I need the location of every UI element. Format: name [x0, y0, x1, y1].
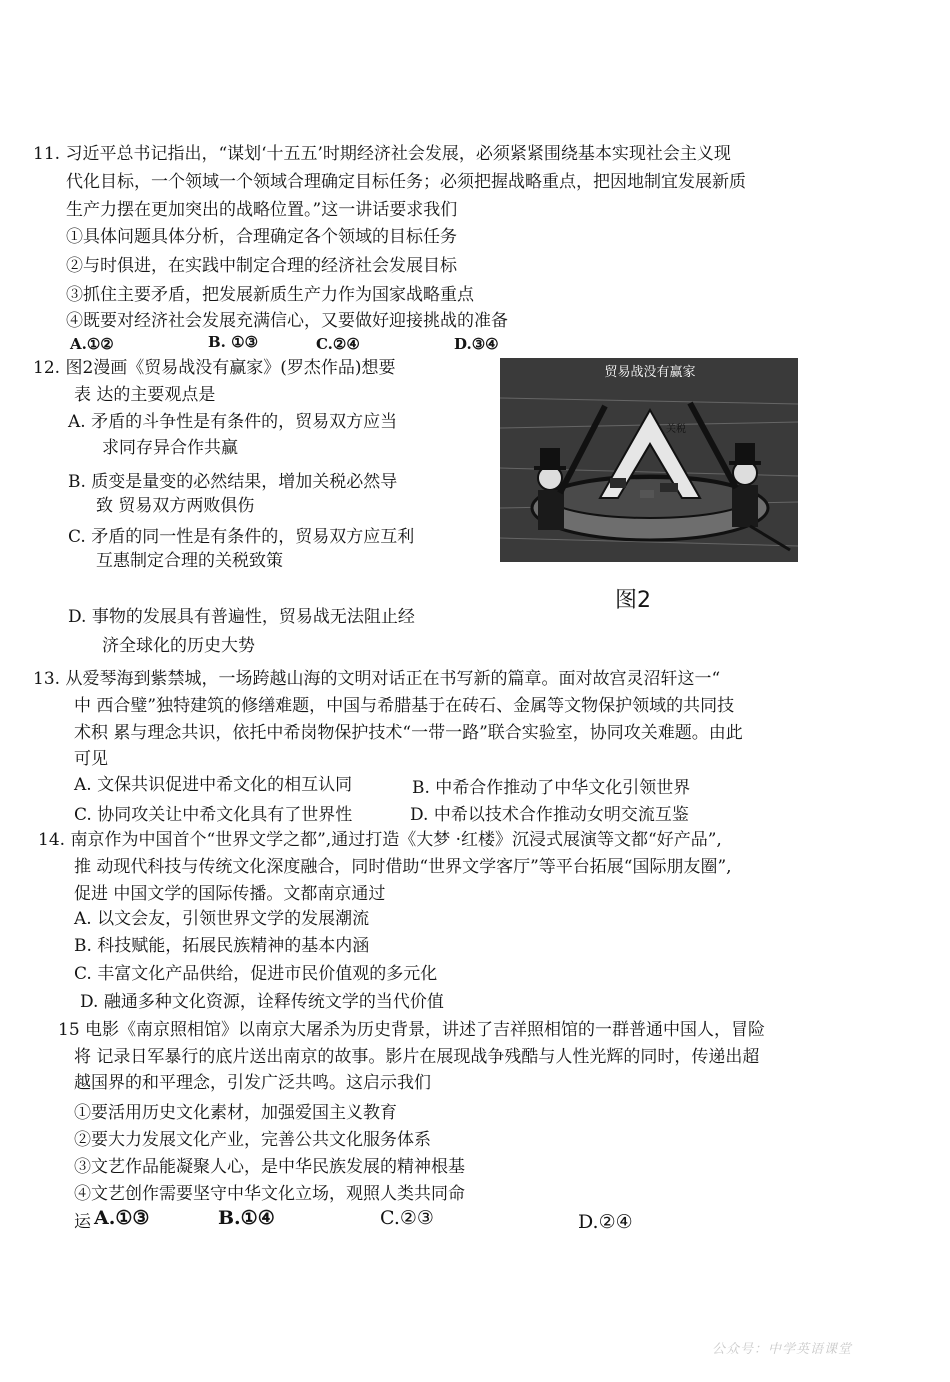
q14-option-c: C. 丰富文化产品供给，促进市民价值观的多元化: [74, 964, 438, 984]
q15-item-2: ②要大力发展文化产业，完善公共文化服务体系: [74, 1130, 431, 1150]
q11-option-d: D.③④: [454, 335, 499, 353]
figure-caption: 图2: [615, 588, 651, 613]
q11-option-b: B. ①③: [208, 333, 259, 351]
q15-option-d: D.②④: [578, 1211, 633, 1233]
q13-stem-line-4: 可见: [74, 749, 108, 769]
q15-item-3: ③文艺作品能凝聚人心，是中华民族发展的精神根基: [74, 1157, 465, 1177]
q15-option-c: C.②③: [380, 1207, 434, 1229]
q15-stem-line-3: 越国界的和平理念，引发广泛共鸣。这启示我们: [74, 1073, 431, 1093]
q15-option-b: B.①④: [218, 1207, 275, 1229]
q12-option-b-line-2: 致 贸易双方两败俱伤: [96, 496, 255, 516]
trade-war-cartoon: [500, 358, 798, 562]
q12-option-d-line-1: D. 事物的发展具有普遍性，贸易战无法阻止经: [68, 607, 415, 627]
q14-stem-line-2: 推 动现代科技与传统文化深度融合，同时借助“世界文学客厅”等平台拓展“国际朋友圈”,: [74, 857, 732, 877]
q12-option-a-line-1: A. 矛盾的斗争性是有条件的，贸易双方应当: [68, 412, 398, 432]
saw-label: 关税: [666, 424, 686, 435]
q14-option-a: A. 以文会友，引领世界文学的发展潮流: [74, 909, 370, 929]
q12-stem-line-1: 12. 图2漫画《贸易战没有赢家》(罗杰作品)想要: [33, 358, 396, 378]
q15-item-1: ①要活用历史文化素材，加强爱国主义教育: [74, 1103, 397, 1123]
q14-stem-line-3: 促进 中国文学的国际传播。文都南京通过: [74, 884, 386, 904]
q15-option-a: A.①③: [94, 1207, 150, 1229]
cartoon-title: 贸易战没有赢家: [604, 365, 696, 380]
q13-stem-line-1: 13. 从爱琴海到紫禁城，一场跨越山海的文明对话正在书写新的篇章。面对故宫灵沼轩这一“: [33, 669, 721, 689]
q11-item-4: ④既要对经济社会发展充满信心，又要做好迎接挑战的准备: [66, 311, 508, 331]
q11-item-1: ①具体问题具体分析，合理确定各个领域的目标任务: [66, 227, 457, 247]
watermark: 公众号：中学英语课堂: [712, 1342, 853, 1357]
q13-stem-line-3: 术积 累与理念共识，依托中希岗物保护技术“一带一路”联合实验室，协同攻关难题。由此: [74, 723, 743, 743]
q13-option-c: C. 协同攻关让中希文化具有了世界性: [74, 805, 353, 825]
q12-option-c-line-1: C. 矛盾的同一性是有条件的，贸易双方应互利: [68, 527, 415, 547]
q12-option-a-line-2: 求同存异合作共赢: [102, 438, 238, 458]
q14-option-b: B. 科技赋能，拓展民族精神的基本内涵: [74, 936, 370, 956]
q13-stem-line-2: 中 西合璧”独特建筑的修缮难题，中国与希腊基于在砖石、金属等文物保护领域的共同技: [74, 696, 735, 716]
q15-stem-line-1: 15 电影《南京照相馆》以南京大屠杀为历史背景，讲述了吉祥照相馆的一群普通中国人，冒险: [58, 1020, 766, 1040]
q14-stem-line-1: 14. 南京作为中国首个“世界文学之都”,通过打造《大梦 ·红楼》沉浸式展演等文都“好产品”,: [38, 830, 722, 850]
q11-stem-line-3: 生产力摆在更加突出的战略位置。”这一讲话要求我们: [66, 200, 458, 220]
q12-option-c-line-2: 互惠制定合理的关税致策: [96, 551, 283, 571]
q11-item-2: ②与时俱进，在实践中制定合理的经济社会发展目标: [66, 256, 457, 276]
q11-stem-line-2: 代化目标，一个领域一个领域合理确定目标任务；必须把握战略重点，把因地制宜发展新质: [66, 172, 746, 192]
q13-option-a: A. 文保共识促进中希文化的相互认同: [74, 775, 353, 795]
q15-item-4-wrap: 运: [74, 1212, 91, 1232]
q15-item-4: ④文艺创作需要坚守中华文化立场，观照人类共同命: [74, 1184, 465, 1204]
q14-option-d: D. 融通多种文化资源，诠释传统文学的当代价值: [80, 992, 444, 1012]
q13-option-d: D. 中希以技术合作推动女明交流互鉴: [410, 805, 689, 825]
q12-option-b-line-1: B. 质变是量变的必然结果，增加关税必然导: [68, 472, 398, 492]
q13-option-b: B. 中希合作推动了中华文化引领世界: [412, 778, 691, 798]
q12-option-d-line-2: 济全球化的历史大势: [102, 636, 255, 656]
q11-option-a: A.①②: [70, 335, 114, 353]
q15-stem-line-2: 将 记录日军暴行的底片送出南京的故事。影片在展现战争残酷与人性光辉的同时，传递出超: [74, 1047, 760, 1067]
q12-stem-line-2: 表 达的主要观点是: [74, 385, 216, 405]
q11-stem-line-1: 11. 习近平总书记指出，“谋划‘十五五’时期经济社会发展，必须紧紧围绕基本实现社会主义现: [33, 144, 731, 164]
q11-option-c: C.②④: [316, 335, 360, 353]
q11-item-3: ③抓住主要矛盾，把发展新质生产力作为国家战略重点: [66, 285, 474, 305]
